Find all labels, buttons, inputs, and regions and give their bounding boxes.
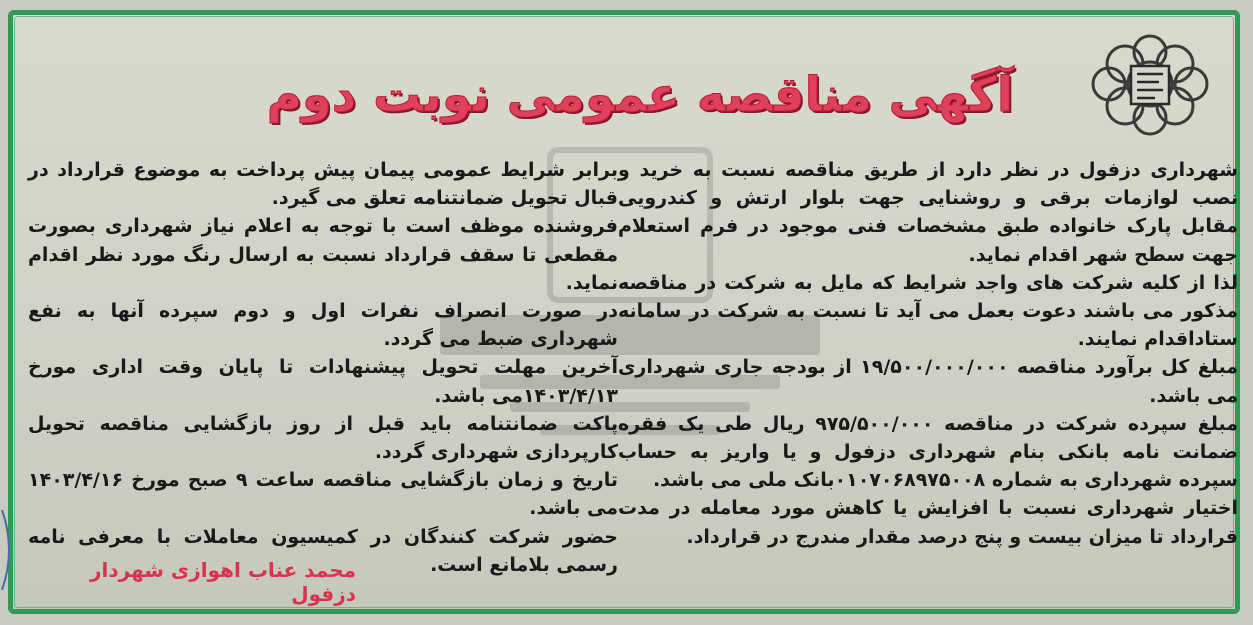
paragraph-subject: شهرداری دزفول در نظر دارد از طریق مناقصه نسبت به خرید و نصب لوازمات برقی و روشنایی جهت بلوار ارتش و کندرویی مقابل پارک خانواده طبق مشخصات فنی موجود در فرم استعلام جهت سطح شهر اقدام نماید. <box>618 159 1238 266</box>
ad-body-right-column <box>618 156 1238 551</box>
paragraph-withdrawal: در صورت انصراف نفرات اول و دوم سپرده آنها به نفع شهرداری ضبط می گردد. <box>28 300 618 351</box>
paragraph-seller-duty: فروشنده موظف است با توجه به اعلام نیاز شهرداری بصورت مقطعی تا سقف قرارداد نسبت به ارسال رنگ مورد نظر اقدام نماید. <box>28 215 618 294</box>
paragraph-opening-date: تاریخ و زمان بازگشایی مناقصه ساعت ۹ صبح مورخ ۱۴۰۳/۴/۱۶ می باشد. <box>28 469 618 520</box>
paragraph-attendance: حضور شرکت کنندگان در کمیسیون معاملات با معرفی نامه رسمی بلامانع است. <box>28 525 618 576</box>
paragraph-guarantee-envelope: پاکت ضمانتنامه باید قبل از روز بازگشایی مناقصه تحویل کارپردازی شهرداری گردد. <box>28 412 618 464</box>
ad-body-left-column <box>28 156 618 579</box>
signature: محمد عناب اهوازی شهردار دزفول <box>90 558 356 606</box>
paragraph-authority: اختیار شهرداری نسبت با افزایش یا کاهش مورد معامله در مدت قرارداد تا میزان بیست و پنج درصد مقدار مندرج در قرارداد. <box>618 497 1238 548</box>
paragraph-invitation: لذا از کلیه شرکت های واجد شرایط که مایل به شرکت در مناقصه مذکور می باشند دعوت بعمل می آید تا نسبت به شرکت در سامانه ستاداقدام نمایند. <box>618 271 1238 351</box>
paragraph-estimate: مبلغ کل برآورد مناقصه ۱۹/۵۰۰/۰۰۰/۰۰۰ از بودجه جاری شهرداری می باشد. <box>618 356 1238 407</box>
page-title: آگهی مناقصه عمومی نوبت دوم <box>266 67 1014 123</box>
paragraph-prepayment: برابر شرایط عمومی پیمان پیش پرداخت به موضوع قرارداد در قبال تحویل ضمانتنامه تعلق می گیرد. <box>28 159 618 210</box>
paragraph-deadline: آخرین مهلت تحویل پیشنهادات تا پایان وقت اداری مورخ ۱۴۰۳/۴/۱۳می باشد. <box>28 356 618 407</box>
municipality-emblem-icon <box>1085 28 1215 140</box>
scan-edge-mark <box>0 510 18 590</box>
paragraph-deposit: مبلغ سپرده شرکت در مناقصه ۹۷۵/۵۰۰/۰۰۰ ریال طی یک فقره ضمانت نامه بانکی بنام شهرداری دزفول و یا واریز به حساب سپرده شهرداری به شماره ۰۱۰۷۰۶۸۹۷۵۰۰۸بانک ملی می باشد. <box>618 412 1239 492</box>
